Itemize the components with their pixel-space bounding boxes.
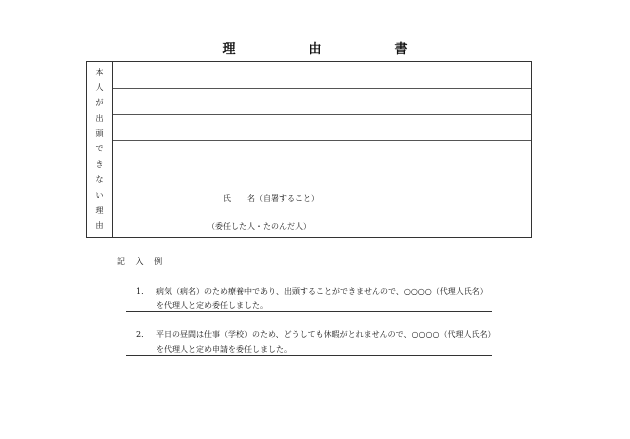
vertical-label-char: 出 <box>95 113 104 123</box>
vertical-label-char: 頭 <box>95 129 104 139</box>
example-underline <box>126 355 492 356</box>
vertical-label-char: き <box>95 159 104 169</box>
example-number: 1． <box>136 287 150 296</box>
reason-form-table <box>86 61 532 238</box>
vertical-label-char: 人 <box>95 83 104 93</box>
example-underline <box>126 311 492 312</box>
vertical-label-char: 本 <box>95 67 104 77</box>
writing-line <box>113 88 531 89</box>
vertical-label-char: 理 <box>95 205 104 215</box>
writing-line <box>113 140 531 141</box>
signature-label: 氏 名（自署すること） <box>223 194 319 203</box>
examples-heading: 記 入 例 <box>117 257 167 266</box>
example-text-line: を代理人と定め申請を委任しました。 <box>156 345 292 354</box>
writing-line <box>113 114 531 115</box>
vertical-label-char: で <box>95 144 104 154</box>
vertical-label-char: が <box>95 98 104 108</box>
vertical-label <box>87 62 113 237</box>
example-text-line: を代理人と定め委任しました。 <box>156 301 268 310</box>
example-text-line: 病気（病名）のため療養中であり、出頭することができませんので、○○○○（代理人氏名） <box>156 287 488 296</box>
document-title: 理 由 書 <box>222 42 438 57</box>
delegate-label: （委任した人・たのんだ人） <box>207 222 311 231</box>
example-text-line: 平日の昼間は仕事（学校）のため、どうしても休暇がとれませんので、○○○○（代理人氏名） <box>156 330 496 339</box>
vertical-label-char: 由 <box>95 221 104 231</box>
example-number: 2． <box>136 330 150 339</box>
vertical-label-char: な <box>95 175 104 185</box>
vertical-label-char: い <box>95 190 104 200</box>
